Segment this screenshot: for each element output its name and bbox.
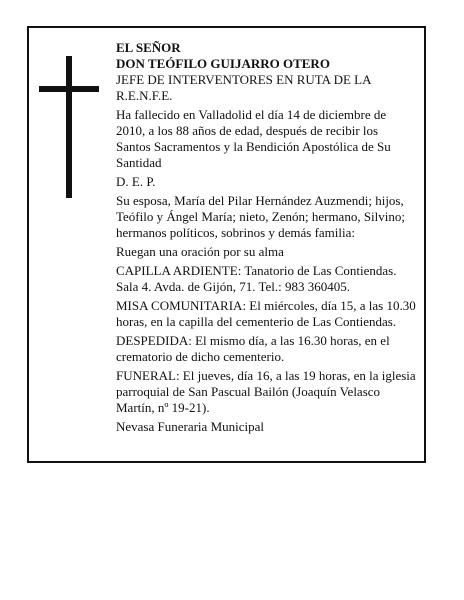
death-announcement: Ha fallecido en Valladolid el día 14 de diciembre de 2010, a los 88 años de edad, después de recibir los Santos Sacramentos y la Bendición Apostólica de Su Santidad (116, 107, 391, 170)
cross-vertical-bar (66, 56, 72, 198)
mass-info: MISA COMUNITARIA: El miércoles, día 15, a las 10.30 horas, en la capilla del cementerio de Las Contiendas. (116, 298, 416, 329)
prayer-request: Ruegan una oración por su alma (116, 244, 284, 259)
chapel-info: CAPILLA ARDIENTE: Tanatorio de Las Contiendas. Sala 4. Avda. de Gijón, 71. Tel.: 983 360405. (116, 263, 397, 294)
obituary-frame (27, 26, 426, 463)
funeral-info: FUNERAL: El jueves, día 16, a las 19 horas, en la iglesia parroquial de San Pascual Bailón (Joaquín Velasco Martín, nº 19-21). (116, 368, 416, 415)
deceased-name: DON TEÓFILO GUIJARRO OTERO (116, 56, 330, 71)
rest-in-peace: D. E. P. (116, 174, 156, 189)
deceased-title: JEFE DE INTERVENTORES EN RUTA DE LA R.E.N.F.E. (116, 72, 371, 103)
obituary-text (116, 40, 416, 438)
cross-horizontal-bar (39, 86, 99, 92)
cross-icon (39, 56, 99, 198)
honorific: EL SEÑOR (116, 40, 181, 55)
family-list: Su esposa, María del Pilar Hernández Auzmendi; hijos, Teófilo y Ángel María; nieto, Zenón; hermano, Silvino; hermanos políticos, sobrinos y demás familia: (116, 193, 406, 240)
farewell-info: DESPEDIDA: El mismo día, a las 16.30 horas, en el crematorio de dicho cementerio. (116, 333, 390, 364)
funeral-home: Nevasa Funeraria Municipal (116, 419, 265, 434)
